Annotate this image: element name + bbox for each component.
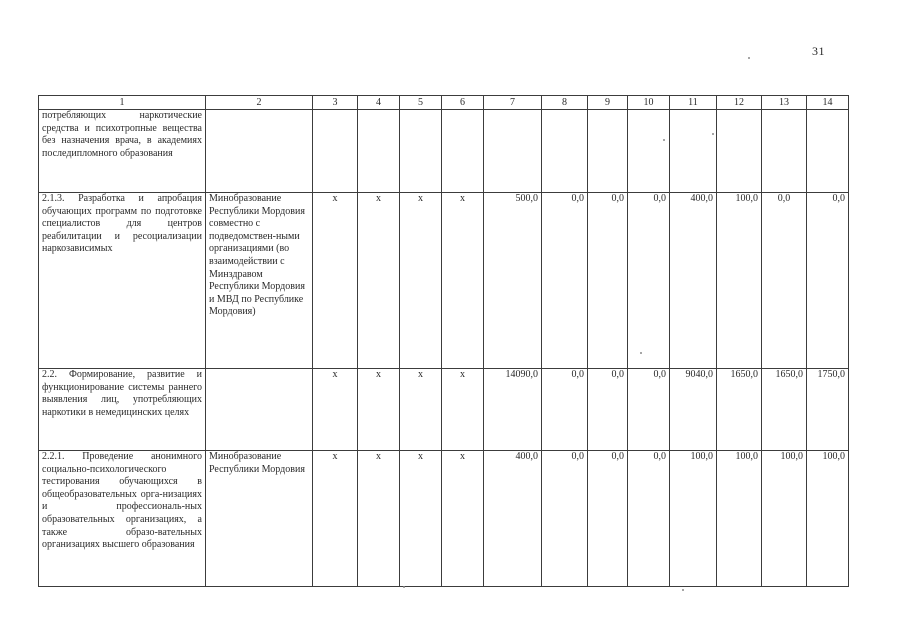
value-cell: х [313,451,358,587]
value-cell: 0,0 [762,193,807,369]
value-cell: х [442,369,484,451]
responsible-cell: Минобразование Республики Мордовия совместно с подведомствен-ными организациями (во взаимодействии с Минздравом Республики Мордовия и МВД по Республике Мордовия) [206,193,313,369]
page-number: 31 [812,44,825,58]
scan-speck [403,586,405,588]
value-cell: 400,0 [670,193,717,369]
value-cell [762,110,807,193]
column-number: 13 [762,96,807,110]
value-cell [358,110,400,193]
value-cell [484,110,542,193]
value-cell: 0,0 [542,369,588,451]
value-cell: 100,0 [717,193,762,369]
value-cell: 0,0 [628,193,670,369]
value-cell: 0,0 [588,451,628,587]
table-row [39,369,849,451]
value-cell: х [358,451,400,587]
value-cell [670,110,717,193]
value-cell: 100,0 [670,451,717,587]
value-cell: 0,0 [628,369,670,451]
table-row [39,193,849,369]
value-cell [807,110,849,193]
value-cell: 100,0 [762,451,807,587]
value-cell: 0,0 [628,451,670,587]
value-cell: 100,0 [807,451,849,587]
value-cell [442,110,484,193]
column-number: 1 [39,96,206,110]
column-number: 6 [442,96,484,110]
value-cell: 400,0 [484,451,542,587]
column-number: 2 [206,96,313,110]
table-row [39,451,849,587]
scan-speck [712,133,714,135]
table-row [39,110,849,193]
measure-name-cell: потребляющих наркотические средства и психотропные вещества без назначения врача, в академиях последипломного образования [39,110,206,193]
measure-name-cell: 2.2. Формирование, развитие и функционирование системы раннего выявления лиц, употребляющих наркотики в немедицинских целях [39,369,206,451]
responsible-cell: Минобразование Республики Мордовия [206,451,313,587]
value-cell: 14090,0 [484,369,542,451]
value-cell: х [442,451,484,587]
value-cell [400,110,442,193]
value-cell [313,110,358,193]
responsible-cell [206,369,313,451]
value-cell: 500,0 [484,193,542,369]
column-number: 14 [807,96,849,110]
column-number: 10 [628,96,670,110]
value-cell: 1650,0 [762,369,807,451]
value-cell: 1650,0 [717,369,762,451]
value-cell: х [358,193,400,369]
scan-speck [748,57,750,59]
value-cell: 100,0 [717,451,762,587]
value-cell: х [400,451,442,587]
value-cell: х [442,193,484,369]
column-number: 12 [717,96,762,110]
value-cell: х [313,193,358,369]
value-cell: 0,0 [588,369,628,451]
column-number: 5 [400,96,442,110]
value-cell: 0,0 [542,451,588,587]
responsible-cell [206,110,313,193]
scan-speck [682,589,684,591]
column-number: 11 [670,96,717,110]
column-number: 3 [313,96,358,110]
value-cell: х [400,193,442,369]
value-cell: х [358,369,400,451]
program-measures-table [38,95,849,587]
value-cell [542,110,588,193]
column-number: 4 [358,96,400,110]
measure-name-cell: 2.2.1. Проведение анонимного социально-психологического тестирования обучающихся в общеобразовательных орга-низациях и профессиональ-ных образовательных организациях, а также образо-вательных организациях высшего образования [39,451,206,587]
value-cell: 1750,0 [807,369,849,451]
value-cell: х [313,369,358,451]
column-number: 9 [588,96,628,110]
column-number: 7 [484,96,542,110]
value-cell: 0,0 [542,193,588,369]
value-cell: 9040,0 [670,369,717,451]
value-cell: 0,0 [588,193,628,369]
value-cell [588,110,628,193]
value-cell: 0,0 [807,193,849,369]
measure-name-cell: 2.1.3. Разработка и апробация обучающих программ по подготовке специалистов для центров реабилитации и ресоциализации наркозависимых [39,193,206,369]
value-cell [717,110,762,193]
value-cell [628,110,670,193]
value-cell: х [400,369,442,451]
scan-speck [640,352,642,354]
scan-speck [663,139,665,141]
column-number-row [39,96,849,110]
column-number: 8 [542,96,588,110]
